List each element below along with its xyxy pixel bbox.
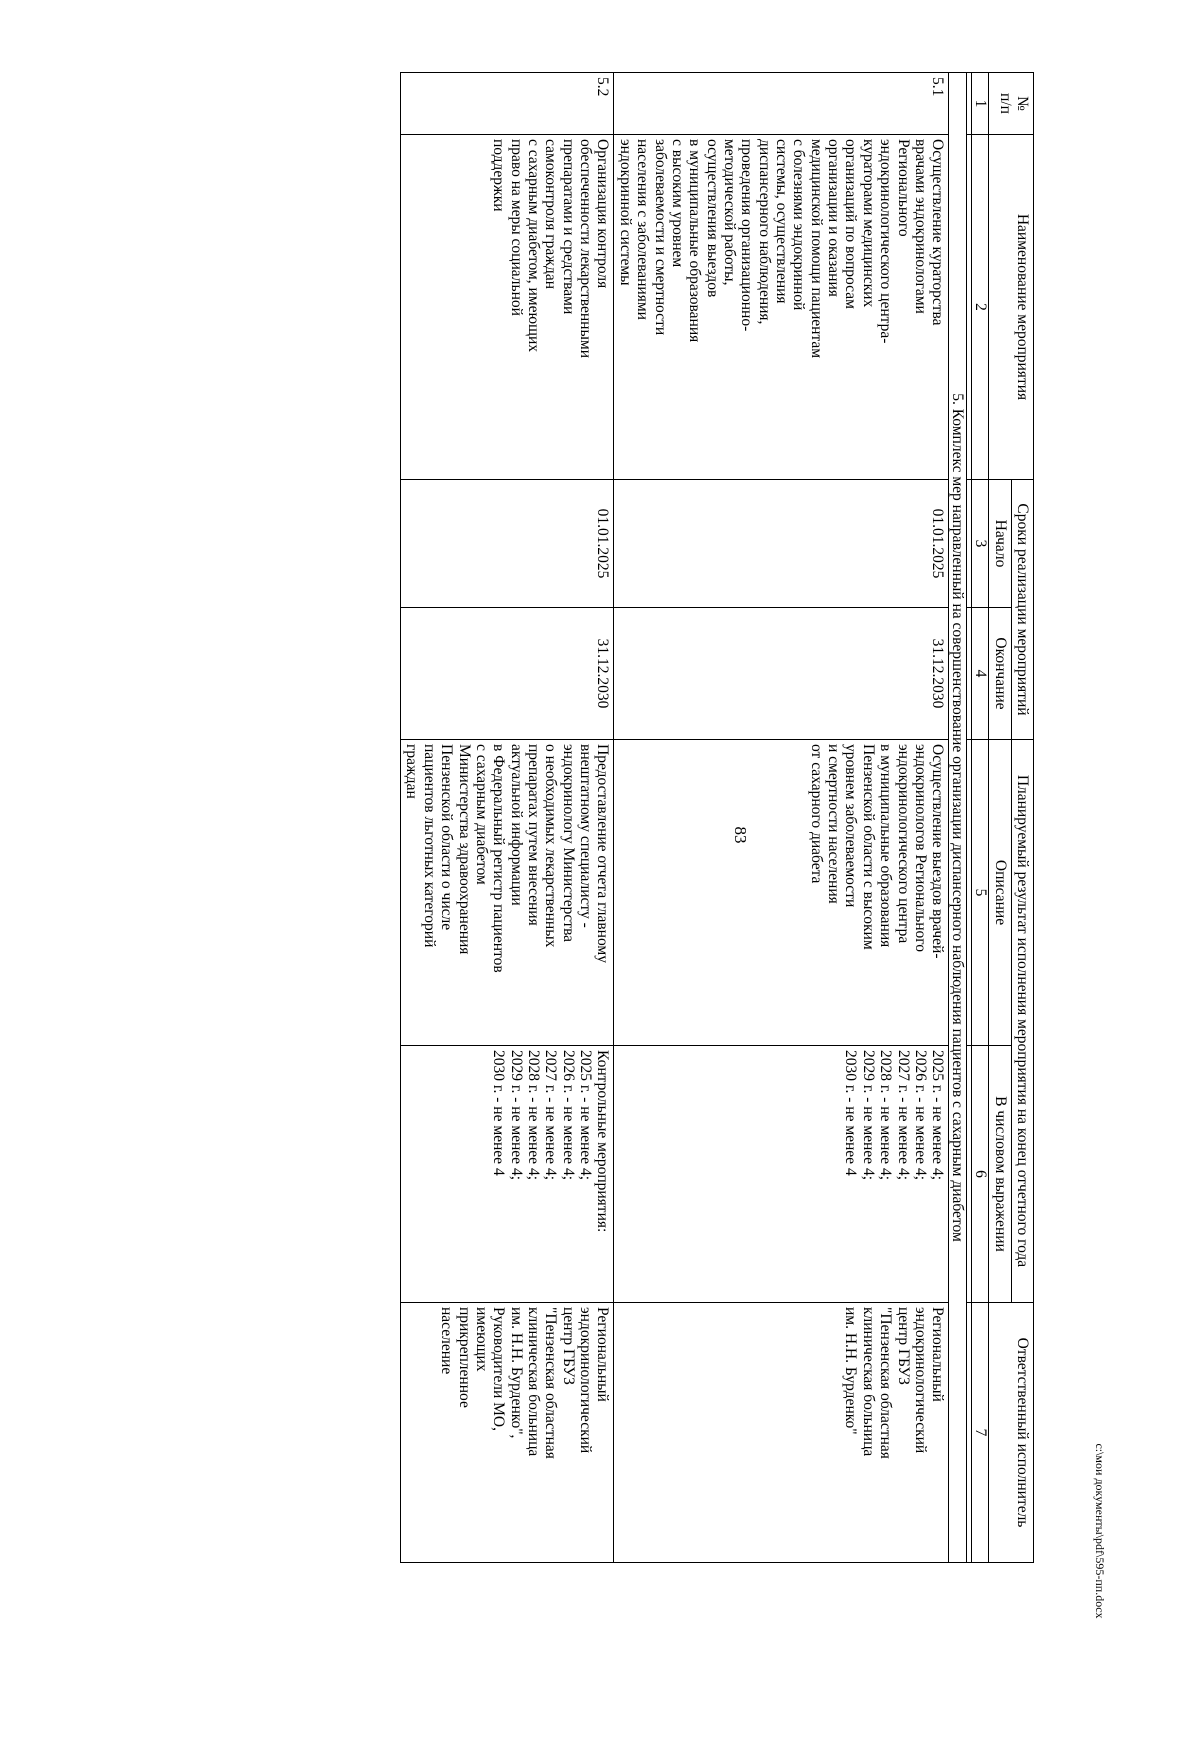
spacer-row (967, 73, 972, 1563)
table-row (401, 73, 614, 1563)
row-description: Предоставление отчета главному внештатному специалисту - эндокринологу Министерства о необходимых лекарственных препаратах путем внесения актуальной информации в Федеральный регистр пациентов с сахарным диабетом Министерства здравоохранения Пензенской области о числе пациентов льготных категорий граждан (401, 740, 614, 1046)
row-name: Осуществление кураторства врачами эндокринологами Регионального эндокринологического центра- кураторами медицинских организаций по вопросам организации и оказания медицинской помощи пациентам с болезнями эндокринной системы, осуществления диспансерного наблюдения, проведения организационно- методической работы, осуществления выездов в муниципальные образования с высоким уровнем заболеваемости и смертности населения с заболеваниями эндокринной системы (614, 135, 949, 480)
section-title: 5. Комплекс мер направленный на совершенствование организации диспансерного наблюдения пациентов с сахарным диабетом (949, 73, 967, 1563)
row-end: 31.12.2030 (614, 608, 949, 740)
header-name: Наименование мероприятия (989, 135, 1034, 480)
header-responsible: Ответственный исполнитель (989, 1303, 1034, 1563)
column-number: 2 (972, 135, 989, 480)
header-start: Начало (989, 480, 1011, 608)
row-responsible: Региональный эндокринологический центр ГБУЗ "Пензенская областная клиническая больница им. Н.Н. Бурденко" (614, 1303, 949, 1563)
row-start: 01.01.2025 (401, 480, 614, 608)
column-number: 6 (972, 1046, 989, 1303)
row-start: 01.01.2025 (614, 480, 949, 608)
header-numeric: В числовом выражении (989, 1046, 1011, 1303)
page-number: 83 (731, 826, 750, 844)
section-row (949, 73, 967, 1563)
header-description: Описание (989, 740, 1011, 1046)
column-number: 5 (972, 740, 989, 1046)
file-path-footer: c:\мои документы\pdf\595-пп.docx (1093, 1443, 1107, 1619)
column-numbers-row (972, 73, 989, 1563)
row-numeric: 2025 г. - не менее 4; 2026 г. - не менее 4; 2027 г. - не менее 4; 2028 г. - не менее 4; 2029 г. - не менее 4; 2030 г. - не менее 4 (614, 1046, 949, 1303)
row-description: Осуществление выездов врачей- эндокринологов Регионального эндокринологического центра в муниципальные образования Пензенской области с высоким уровнем заболеваемости и смертности населения от сахарного диабета (614, 740, 949, 1046)
column-number: 1 (972, 73, 989, 135)
row-name: Организация контроля обеспеченности лекарственными препаратами и средствами самоконтроля граждан с сахарным диабетом, имеющих право на меры социальной поддержки (401, 135, 614, 480)
header-terms: Сроки реализации мероприятий (1011, 480, 1033, 740)
table-row (614, 73, 949, 1563)
row-num: 5.2 (401, 73, 614, 135)
row-responsible: Региональный эндокринологический центр ГБУЗ "Пензенская областная клиническая больница им. Н.Н. Бурденко", Руководители МО, имеющих прикрепленное население (401, 1303, 614, 1563)
rotated-page-area (178, 72, 1034, 1562)
column-number: 3 (972, 480, 989, 608)
row-num: 5.1 (614, 73, 949, 135)
document-table-container (178, 72, 1034, 1562)
row-numeric: Контрольные мероприятия: 2025 г. - не менее 4; 2026 г. - не менее 4; 2027 г. - не менее 4; 2028 г. - не менее 4; 2029 г. - не менее 4; 2030 г. - не менее 4 (401, 1046, 614, 1303)
column-number: 7 (972, 1303, 989, 1563)
header-result: Планируемый результат исполнения мероприятия на конец отчетного года (1011, 740, 1033, 1303)
measures-table (400, 72, 1034, 1563)
header-end: Окончание (989, 608, 1011, 740)
header-num: № п/п (989, 73, 1034, 135)
row-end: 31.12.2030 (401, 608, 614, 740)
header-row (1011, 73, 1033, 1563)
column-number: 4 (972, 608, 989, 740)
